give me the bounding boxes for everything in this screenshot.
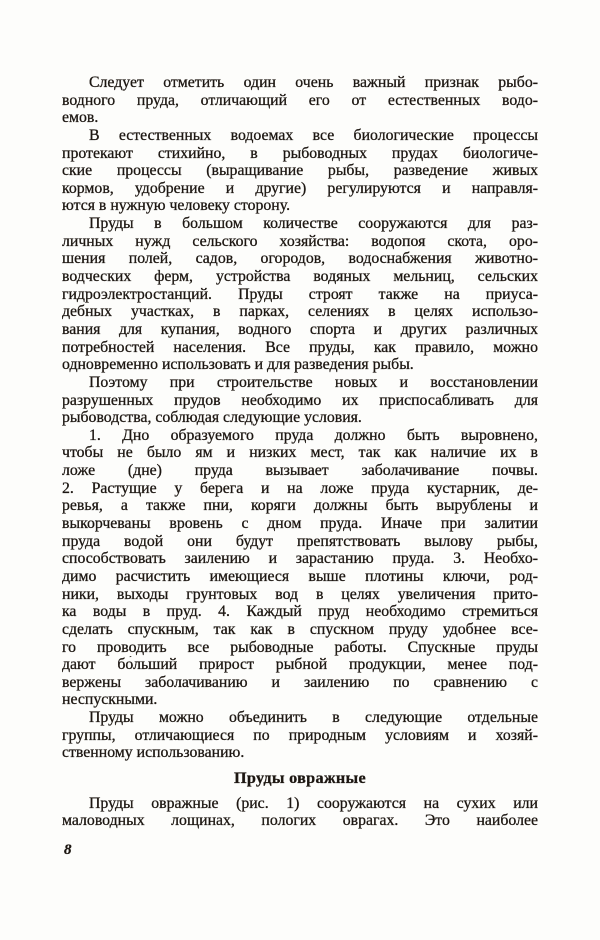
text-line: пруда водой они будут препятствовать вылову рыбы, (62, 532, 538, 550)
text-line: сделать спускным, так как в спускном пруду удобнее все- (62, 620, 538, 638)
text-line: способствовать заилению и зарастанию пруда. 3. Необхо- (62, 550, 538, 568)
text-line: вания для купания, водного спорта и других различных (62, 320, 538, 338)
text-line: разрушенных прудов необходимо их приспосабливать для (62, 391, 538, 409)
text-line: Поэтому при строительстве новых и восстановлении (89, 373, 538, 391)
text-line: группы, отличающиеся по природным условиям и хозяй- (62, 726, 538, 744)
paragraph (62, 215, 538, 374)
text-line: Пруды в большом количестве сооружаются для раз- (89, 215, 538, 233)
text-line: ются в нужную человеку сторону. (62, 197, 291, 215)
text-line: Пруды можно объединить в следующие отдельные (89, 709, 538, 727)
text-line: емов. (62, 109, 99, 127)
text-line: гидроэлектростанций. Пруды строят также на приуса- (62, 285, 538, 303)
text-line: Следует отметить один очень важный признак рыбо- (89, 74, 538, 91)
text-line: ложе (дне) пруда вызывает заболачивание почвы. (62, 462, 538, 480)
text-line: шения полей, садов, огородов, водоснабжения животно- (62, 250, 538, 268)
text-line: дают бо́льший прирост рыбной продукции, менее под- (62, 656, 538, 674)
paragraph (62, 74, 538, 127)
paragraph (62, 127, 538, 215)
text-line: водного пруда, отличающий его от естественных водо- (62, 91, 538, 109)
text-line: протекают стихийно, в рыбоводных прудах биологиче- (62, 144, 538, 162)
text-line: потребностей населения. Все пруды, как правило, можно (62, 338, 538, 356)
text-line: маловодных лощинах, пологих оврагах. Это наиболее (62, 812, 538, 830)
text-line: Пруды овражные (рис. 1) сооружаются на сухих или (89, 794, 538, 812)
section-heading: Пруды овражные (234, 768, 366, 787)
text-line: В естественных водоемах все биологические процессы (89, 126, 538, 144)
text-line: ственному использованию. (62, 744, 245, 762)
text-line: 2. Растущие у берега и на ложе пруда кустарник, де- (62, 479, 538, 497)
text-line: ревья, а также пни, коряги должны быть вырублены и (62, 497, 538, 515)
paragraph (62, 795, 538, 830)
text-line: одновременно использовать и для разведения рыбы. (62, 356, 414, 374)
text-line: вержены заболачиванию и заилению по сравнению с (62, 673, 538, 691)
text-line: чтобы не было ям и низких мест, так как наличие их в (62, 444, 538, 462)
text-line: выкорчеваны вровень с дном пруда. Иначе при залитии (62, 515, 538, 533)
text-line: ские процессы (выращивание рыбы, разведение живых (62, 162, 538, 180)
text-line: водческих ферм, устройства водяных мельниц, сельских (62, 268, 538, 286)
text-line: личных нужд сельского хозяйства: водопоя скота, оро- (62, 232, 538, 250)
paragraph (62, 374, 538, 427)
text-line: кормов, удобрение и другие) регулируются и направля- (62, 179, 538, 197)
text-line: го проводить все рыбоводные работы. Спускные пруды (62, 638, 538, 656)
text-line: неспускными. (62, 691, 158, 709)
paragraph (62, 427, 538, 709)
text-line: 1. Дно образуемого пруда должно быть выровнено, (89, 426, 538, 444)
text-line: димо расчистить имеющиеся выше плотины ключи, род- (62, 567, 538, 585)
paragraph (62, 709, 538, 762)
text-line: рыбоводства, соблюдая следующие условия. (62, 409, 362, 427)
page-text-block (62, 74, 538, 830)
text-line: ка воды в пруд. 4. Каждый пруд необходимо стремиться (62, 603, 538, 621)
text-line: дебных участках, в парках, селениях в целях использо- (62, 303, 538, 321)
text-line: ники, выходы грунтовых вод в целях увеличения прито- (62, 585, 538, 603)
page-number: 8 (64, 842, 72, 858)
